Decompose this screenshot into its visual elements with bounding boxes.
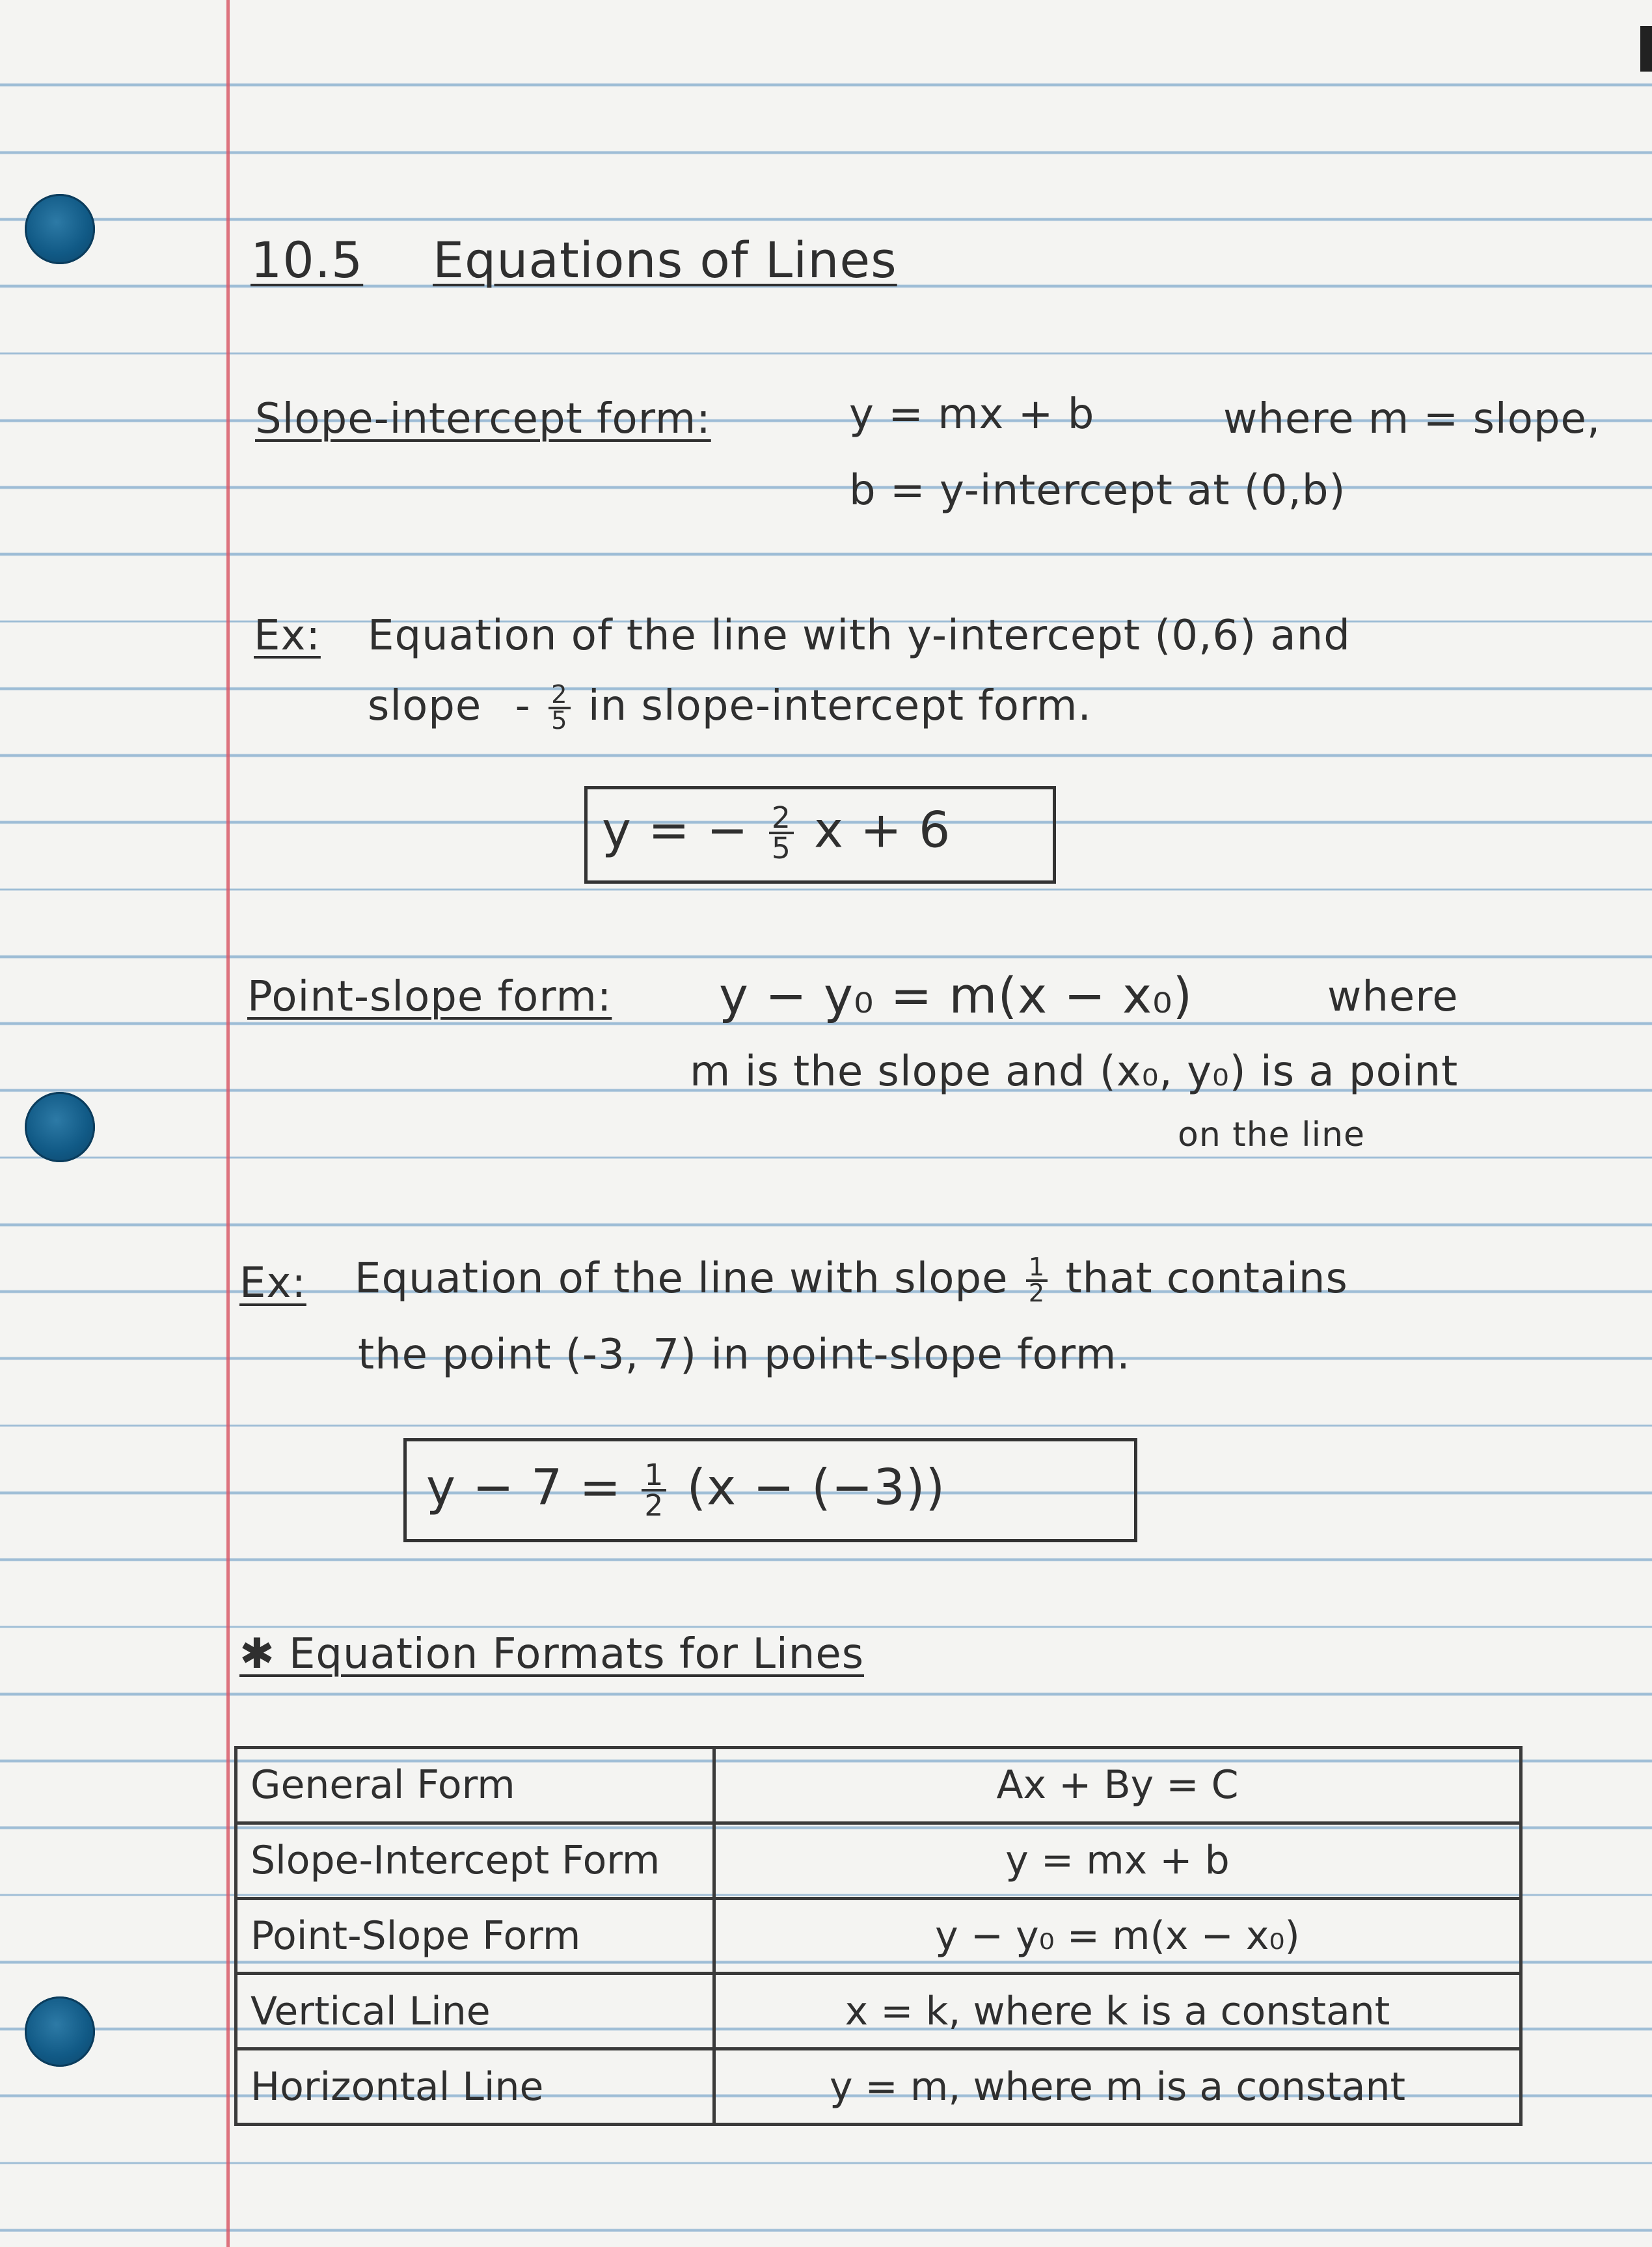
page-title: Equations of Lines [433, 231, 897, 289]
fraction-numerator: 2 [548, 683, 570, 709]
point-slope-where: where [1327, 973, 1459, 1021]
form-name: Horizontal Line [236, 2049, 714, 2125]
fraction-denominator: 2 [1028, 1279, 1046, 1309]
table-row [236, 2049, 1521, 2125]
form-formula: y − y₀ = m(x − x₀) [714, 1898, 1521, 1974]
form-name: Vertical Line [236, 1974, 714, 2049]
slope-intercept-label: Slope-intercept form: [255, 395, 711, 443]
example2-line1 [355, 1253, 1348, 1309]
fraction-denominator: 2 [644, 1488, 664, 1523]
answer-rhs: (x − (−3)) [686, 1458, 946, 1516]
fraction-numerator: 1 [642, 1461, 666, 1491]
example1-slope-word: slope [368, 682, 482, 731]
example2-text-a: Equation of the line with slope [355, 1255, 1009, 1303]
point-slope-label: Point-slope form: [247, 973, 612, 1021]
point-slope-definition: m is the slope and (x₀, y₀) is a point [690, 1048, 1459, 1096]
example1-answer [602, 800, 951, 866]
example2-text-b: that contains [1065, 1255, 1348, 1303]
form-formula: y = m, where m is a constant [714, 2049, 1521, 2125]
example1-sign: - [515, 682, 531, 731]
table-row [236, 1974, 1521, 2049]
formats-heading: ✱ Equation Formats for Lines [239, 1630, 865, 1678]
example1-fraction [548, 680, 570, 736]
section-number: 10.5 [251, 231, 364, 289]
example1-line1: Equation of the line with y-intercept (0,6) and [368, 612, 1351, 660]
formats-table [234, 1746, 1523, 2126]
fraction-denominator: 5 [771, 831, 791, 866]
example1-line2 [368, 680, 1092, 736]
example2-line2: the point (-3, 7) in point-slope form. [358, 1331, 1131, 1379]
slope-intercept-where: where m = slope, [1223, 395, 1601, 443]
fraction-numerator: 1 [1026, 1256, 1048, 1282]
example2-answer [426, 1458, 946, 1523]
point-slope-equation: y − y₀ = m(x − x₀) [719, 966, 1193, 1024]
fraction-numerator: 2 [769, 804, 794, 834]
example1-prefix: Ex: [254, 612, 321, 660]
binder-hole-top [25, 194, 95, 264]
fraction-denominator: 5 [551, 706, 568, 736]
form-name: General Form [236, 1748, 714, 1823]
answer-lhs: y = − [602, 800, 749, 859]
form-name: Slope-Intercept Form [236, 1823, 714, 1898]
example2-prefix: Ex: [239, 1259, 306, 1307]
binder-hole-bottom [25, 1996, 95, 2067]
form-formula: x = k, where k is a constant [714, 1974, 1521, 2049]
slope-intercept-definition: b = y-intercept at (0,b) [849, 467, 1346, 515]
answer-lhs: y − 7 = [426, 1458, 622, 1516]
form-formula: y = mx + b [714, 1823, 1521, 1898]
example1-form-text: in slope-intercept form. [588, 682, 1092, 731]
edge-mark [1640, 26, 1652, 72]
answer-fraction [642, 1458, 666, 1523]
table-row [236, 1748, 1521, 1823]
slope-intercept-equation: y = mx + b [849, 390, 1095, 439]
answer-fraction [769, 800, 794, 866]
table-row [236, 1898, 1521, 1974]
form-name: Point-Slope Form [236, 1898, 714, 1974]
margin-line [226, 0, 230, 2247]
binder-hole-middle [25, 1092, 95, 1162]
form-formula: Ax + By = C [714, 1748, 1521, 1823]
answer-rhs: x + 6 [814, 800, 951, 859]
table-row [236, 1823, 1521, 1898]
example2-fraction [1026, 1253, 1048, 1309]
point-slope-definition-end: on the line [1178, 1115, 1366, 1154]
